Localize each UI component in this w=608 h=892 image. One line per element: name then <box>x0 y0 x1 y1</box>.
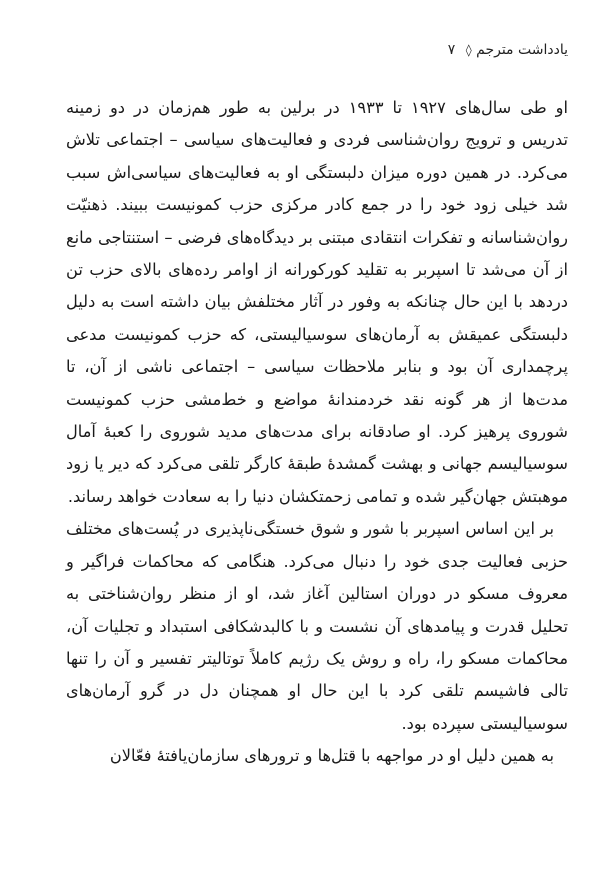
paragraph: به همین دلیل او در مواجهه با قتل‌ها و ترورهای سازمان‌یافتهٔ فعّالان <box>109 746 554 766</box>
body-text <box>66 92 568 773</box>
diamond-separator-icon: ◊ <box>465 43 472 57</box>
paragraph: بر این اساس اسپربر با شور و شوق خستگی‌ناپذیری در پُست‌های مختلف حزبی فعالیت جدی خود را دنبال می‌کرد. هنگامی که محاکمات فراگیر و معروف مسکو در دوران استالین آغاز شد، او از منظر روان‌شناختی به تحلیل قدرت و پیامدهای آن نشست و با کالبدشکافی استبداد و تجلیات آن، محاکمات مسکو را، راه و روش یک رژیم کاملاً توتالیتر تفسیر و آن را تنها تالی فاشیسم تلقی کرد با این حال او همچنان دل در گرو آرمان‌های سوسیالیستی سپرده بود. <box>66 519 568 733</box>
running-header <box>442 42 568 58</box>
page-number: ۷ <box>447 42 456 58</box>
chapter-title: یادداشت مترجم <box>476 42 568 58</box>
paragraph: او طی سال‌های ۱۹۲۷ تا ۱۹۳۳ در برلین به طور هم‌زمان در دو زمینه تدریس و ترویج روان‌شناسی فردی و فعالیت‌های سیاسی – اجتماعی تلاش می‌کرد. در همین دوره میزان دلبستگی او به فعالیت‌های سیاسی‌اش سبب شد خیلی زود خود را در جمع کادر مرکزی حزب کمونیست ببیند. ذهنیّت روان‌شناسانه و تفکرات انتقادی مبتنی بر دیدگاه‌های فرضی – استنتاجی مانع از آن می‌شد تا اسپربر به تقلید کورکورانه از اوامر رده‌های بالای حزب تن دردهد با این حال چنانکه به وفور در آثار مختلفش بیان داشته است به دلیل دلبستگی عمیقش به آرمان‌های سوسیالیستی، که حزب کمونیست مدعی پرچمداری آن بود و بنابر ملاحظات سیاسی – اجتماعی ناشی از آن، تا مدت‌ها از هر گونه نقد خردمندانهٔ مواضع و خط‌مشی حزب کمونیست شوروی پرهیز کرد. او صادقانه برای مدت‌های مدید شوروی را کعبهٔ آمال سوسیالیسم جهانی و بهشت گمشدهٔ طبقهٔ کارگر تلقی می‌کرد که دیر یا زود موهبتش جهان‌گیر شده و تمامی زحمتکشان دنیا را به سعادت خواهد رساند. <box>66 98 568 506</box>
